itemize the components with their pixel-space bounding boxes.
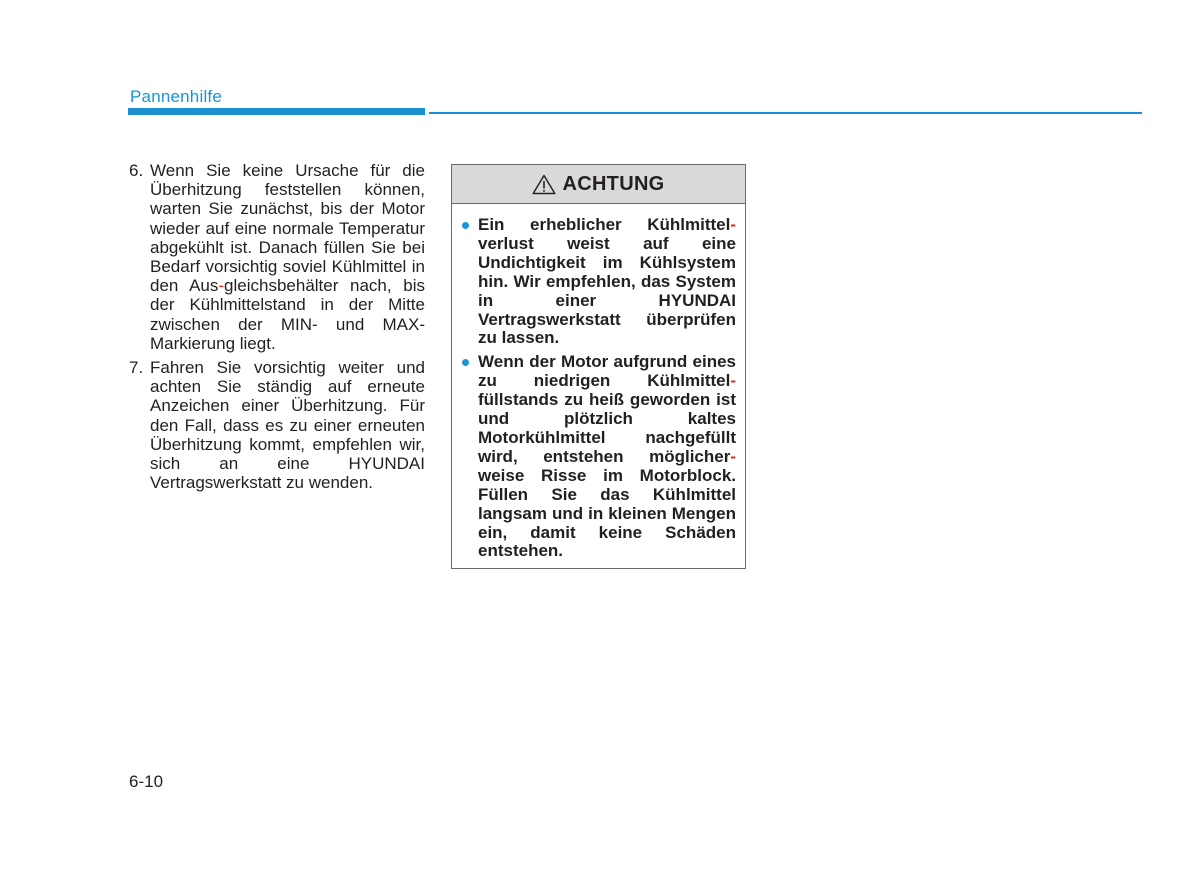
caution-text: Wenn der Motor aufgrund eines zu niedrigen Kühlmittel (478, 352, 736, 391)
caution-text-continued: verlust weist auf eine Undichtigkeit im Kühlsystem hin. Wir empfehlen, das System in einer HYUNDAI Vertragswerkstatt überprüfen zu lassen. (478, 233, 736, 348)
caution-text-continued: weise Risse im Motorblock. Füllen Sie das Kühlmittel langsam und in kleinen Mengen ein, damit keine Schäden entstehen. (478, 465, 736, 561)
hyphen-mark: - (730, 371, 736, 391)
step-text: Wenn Sie keine Ursache für die Überhitzung feststellen können, warten Sie zunächst, bis der Motor wieder auf eine normale Temperatur abgekühlt ist. Danach füllen Sie bei Bedarf vorsichtig soviel Kühlmittel in den Aus (150, 161, 425, 296)
warning-triangle-icon (532, 174, 556, 195)
header-rule-thin (429, 112, 1142, 114)
hyphen-mark: - (218, 276, 225, 296)
header-rule-thick (128, 108, 425, 115)
caution-text: Ein erheblicher Kühlmittel (478, 215, 731, 234)
hyphen-mark: - (730, 215, 736, 234)
hyphen-mark: - (730, 446, 736, 466)
caution-text-continued: füllstands zu heiß geworden ist und plötzlich kaltes Motorkühlmittel nachgefüllt wird, entstehen möglicher (478, 390, 736, 466)
caution-box (451, 164, 746, 569)
step-7 (129, 358, 425, 492)
caution-item (460, 353, 736, 561)
bullet-icon (462, 359, 469, 366)
bullet-icon (462, 222, 469, 229)
section-title: Pannenhilfe (130, 87, 222, 106)
caution-title: ACHTUNG (562, 172, 665, 195)
page-number: 6-10 (129, 772, 164, 791)
instruction-steps (129, 161, 425, 497)
step-number: 6. (129, 161, 144, 180)
step-text: Fahren Sie vorsichtig weiter und achten Sie ständig auf erneute Anzeichen einer Überhitzung. Für den Fall, dass es zu einer erneuten Überhitzung kommt, empfehlen wir, sich an eine HYUNDAI Vertragswerkstatt zu wenden. (150, 358, 425, 493)
caution-header (452, 165, 745, 204)
step-text-continued: gleichsbehälter nach, bis der Kühlmittelstand in der Mitte zwischen der MIN- und MAX-Markierung liegt. (150, 276, 425, 353)
caution-list (452, 204, 745, 561)
step-6 (129, 161, 425, 353)
step-number: 7. (129, 358, 144, 378)
caution-item (460, 216, 736, 348)
